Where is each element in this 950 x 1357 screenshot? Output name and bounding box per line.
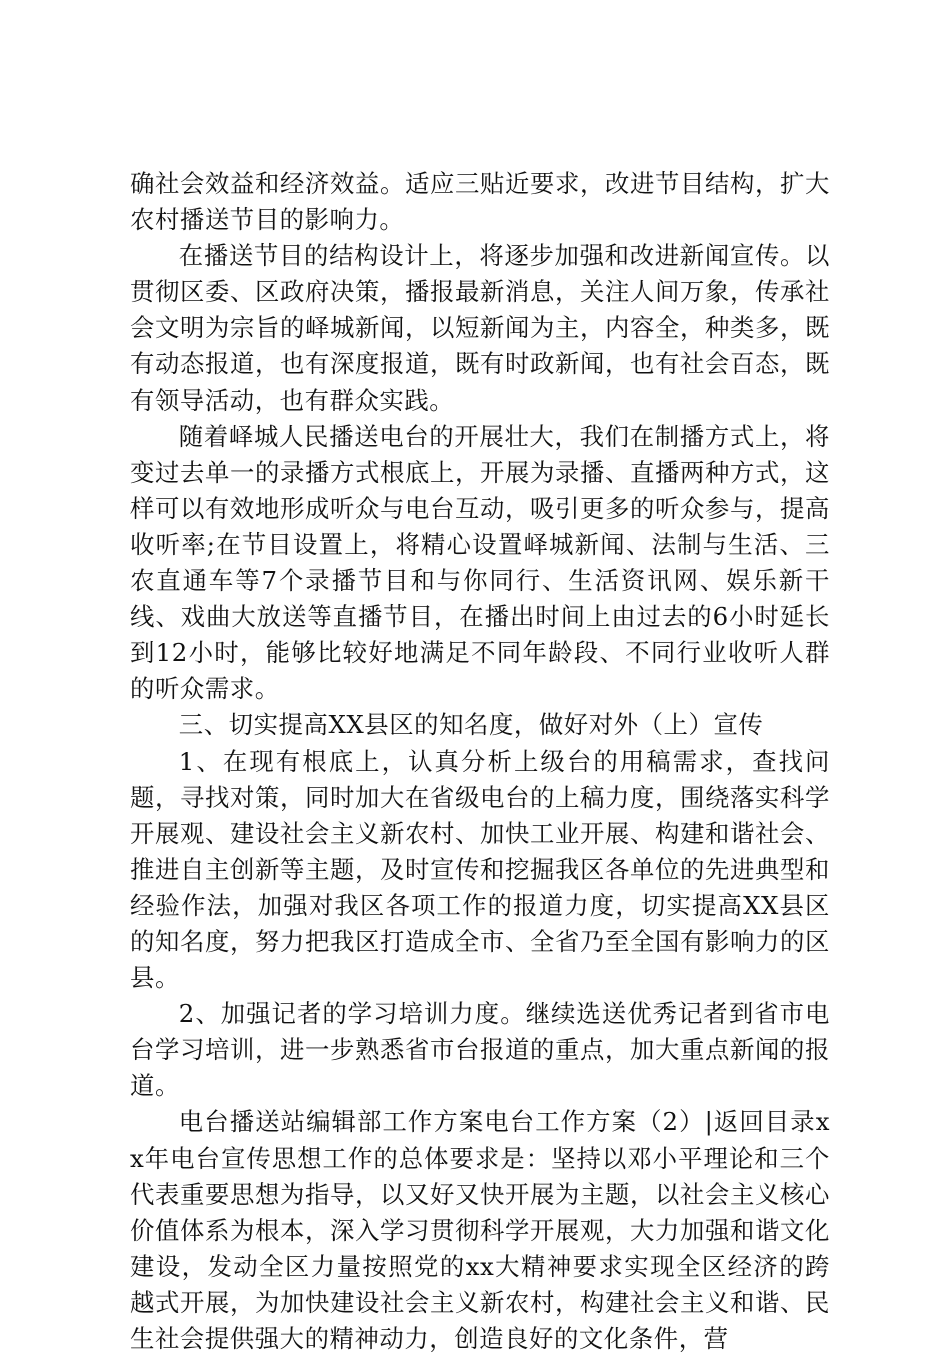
document-body — [130, 166, 830, 1357]
paragraph-news-structure: 在播送节目的结构设计上，将逐步加强和改进新闻宣传。以贯彻区委、区政府决策，播报最新消息，关注人间万象，传承社会文明为宗旨的峄城新闻，以短新闻为主，内容全，种类多，既有动态报道，也有深度报道，既有时政新闻，也有社会百态，既有领导活动，也有群众实践。 — [130, 241, 830, 415]
paragraph-continuation: 确社会效益和经济效益。适应三贴近要求，改进节目结构，扩大农村播送节目的影响力。 — [130, 169, 830, 235]
paragraph-item-2: 2、加强记者的学习培训力度。继续选送优秀记者到省市电台学习培训，进一步熟悉省市台报道的重点，加大重点新闻的报道。 — [130, 999, 830, 1101]
section-heading-external-publicity: 三、切实提高XX县区的知名度，做好对外（上）宣传 — [178, 710, 764, 740]
paragraph-item-1: 1、在现有根底上，认真分析上级台的用稿需求，查找问题，寻找对策，同时加大在省级电台的上稿力度，围绕落实科学开展观、建设社会主义新农村、加快工业开展、构建和谐社会、推进自主创新等主题，及时宣传和挖掘我区各单位的先进典型和经验作法，加强对我区各项工作的报道力度，切实提高XX县区的知名度，努力把我区打造成全市、全省乃至全国有影响力的区县。 — [130, 746, 830, 993]
paragraph-plan-2-intro: 电台播送站编辑部工作方案电台工作方案（2）|返回目录xx年电台宣传思想工作的总体要求是：坚持以邓小平理论和三个代表重要思想为指导，以又好又快开展为主题，以社会主义核心价值体系为根本，深入学习贯彻科学开展观，大力加强和谐文化建设，发动全区力量按照党的xx大精神要求实现全区经济的跨越式开展，为加快建设社会主义新农村，构建社会主义和谐、民生社会提供强大的精神动力，创造良好的文化条件，营 — [130, 1107, 830, 1353]
paragraph-broadcast-methods: 随着峄城人民播送电台的开展壮大，我们在制播方式上，将变过去单一的录播方式根底上，开展为录播、直播两种方式，这样可以有效地形成听众与电台互动，吸引更多的听众参与，提高收听率;在节目设置上，将精心设置峄城新闻、法制与生活、三农直通车等7个录播节目和与你同行、生活资讯网、娱乐新干线、戏曲大放送等直播节目，在播出时间上由过去的6小时延长到12小时，能够比较好地满足不同年龄段、不同行业收听人群的听众需求。 — [130, 421, 830, 704]
